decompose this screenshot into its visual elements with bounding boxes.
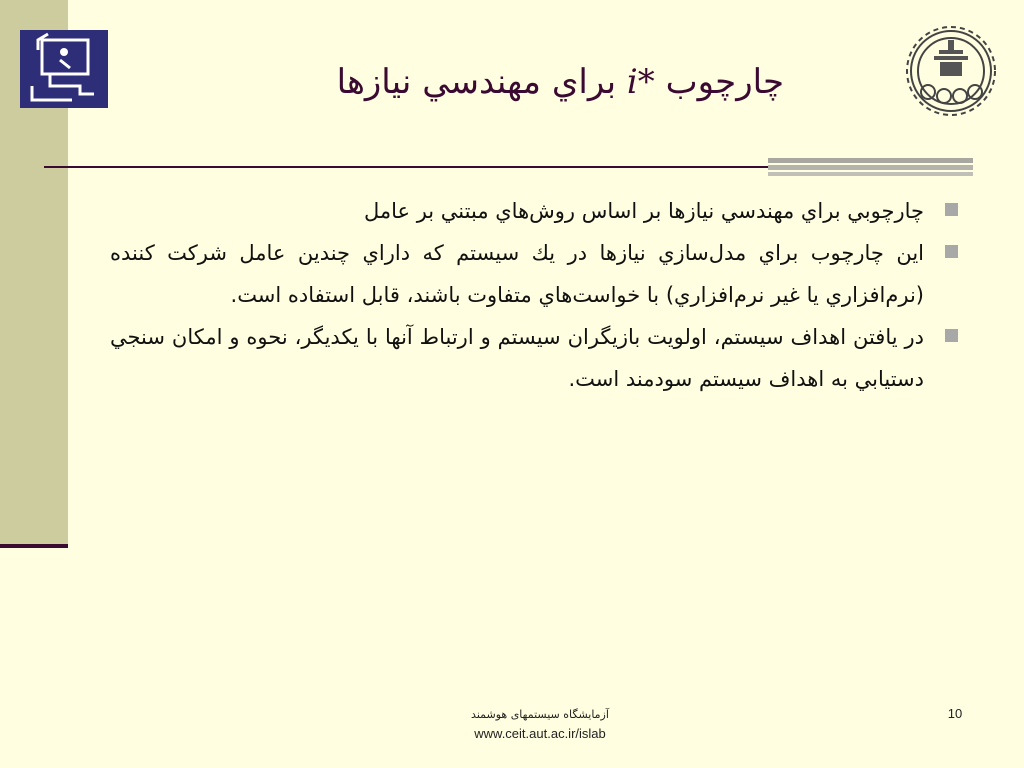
title-accent-stripe-top [768, 158, 973, 163]
bullet-item [110, 190, 962, 232]
left-band-divider [0, 544, 68, 548]
page-number: 10 [947, 706, 963, 721]
bullet-text: چارچوبي براي مهندسي نيازها بر اساس روش‌هاي مبتني بر عامل [363, 199, 924, 223]
slide-title [337, 62, 784, 102]
university-emblem-icon [904, 24, 998, 118]
bullet-item [110, 232, 962, 316]
footer-url: www.ceit.aut.ac.ir/islab [474, 726, 606, 741]
title-accent-stripe-middle [768, 165, 973, 170]
title-underline-rule [44, 166, 768, 168]
lab-computer-logo-icon [20, 30, 108, 108]
slide-title-symbol: i* [626, 62, 655, 102]
title-accent-stripe-bottom [768, 172, 973, 176]
slide-title-prefix: چارچوب [665, 62, 784, 102]
footer-lab-name: آزمایشگاه سیستمهای هوشمند [471, 708, 609, 721]
bullet-list [110, 190, 962, 400]
bullet-text: اين چارچوب براي مدل‌سازي نيازها در يك سيستم كه داراي چندين عامل شركت كننده (نرم‌افزاري يا غير نرم‌افزاري) با خواست‌هاي متفاوت باشند، قابل استفاده است. [110, 241, 924, 307]
square-bullet-icon [945, 245, 958, 258]
bullet-item [110, 316, 962, 400]
square-bullet-icon [945, 329, 958, 342]
bullet-text: در يافتن اهداف سيستم، اولويت بازيگران سيستم و ارتباط آنها با يكديگر، نحوه و امكان سنجي دستيابي به اهداف سيستم سودمند است. [110, 325, 924, 391]
square-bullet-icon [945, 203, 958, 216]
slide-title-suffix: براي مهندسي نيازها [336, 62, 617, 102]
